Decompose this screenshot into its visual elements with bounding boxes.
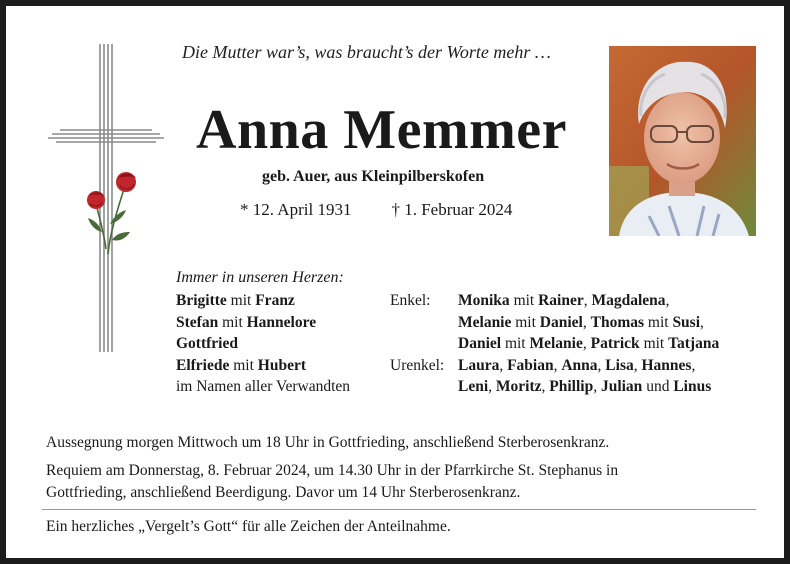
death-date: 1. Februar 2024 [404, 200, 513, 219]
grandchildren-line-part: mit [644, 313, 673, 331]
relation-label [390, 312, 444, 334]
grandchildren-line-part: , [691, 356, 696, 374]
death-symbol: † [391, 200, 400, 219]
grandchildren-line-part: Patrick [590, 335, 640, 352]
grandchildren-line-part: Linus [673, 378, 712, 395]
deceased-name: Anna Memmer [196, 99, 567, 161]
grandchildren-line [458, 290, 719, 312]
mourner-line-part: mit [218, 313, 247, 331]
grandchildren-line-part: Magdalena [591, 292, 666, 309]
grandchildren-line-part: mit [639, 335, 669, 352]
grandchildren-line-part: Julian [600, 378, 643, 395]
birth-symbol: * [240, 200, 249, 219]
grandchildren-line-part: Daniel [539, 313, 583, 331]
grandchildren-line-part: Laura [458, 356, 500, 374]
grandchildren-line-part: Susi [672, 313, 701, 331]
grandchildren-line-part: mit [509, 292, 539, 309]
relation-label: Urenkel: [390, 356, 445, 374]
requiem-info-line-2: Gottfrieding, anschließend Beerdigung. Davor um 14 Uhr Sterberosenkranz. [46, 484, 521, 501]
grandchildren-line [458, 333, 719, 355]
mourner-line-part: im Namen aller Verwandten [176, 378, 351, 395]
grandchildren-line-part: , [665, 292, 670, 309]
grandchildren-line-part: Phillip [549, 378, 594, 395]
mourner-line-part: Stefan [176, 313, 219, 331]
mourner-line-part: Hubert [257, 356, 307, 374]
mourner-line [176, 376, 350, 398]
grandchildren-line-part: , [499, 356, 508, 374]
grandchildren-line [458, 355, 719, 377]
grandchildren-line-part: Daniel [458, 335, 502, 352]
grandchildren-line-part: , [488, 378, 496, 395]
grandchildren-line-part: , [582, 335, 591, 352]
grandchildren-line-part: , [700, 313, 704, 331]
birth-name: geb. Auer, aus Kleinpilberskofen [262, 168, 485, 185]
grandchildren-line-part: , [541, 378, 550, 395]
mourners-heading: Immer in unseren Herzen: [176, 269, 344, 286]
grandchildren-line-part: , [583, 292, 592, 309]
relation-labels [390, 290, 444, 398]
grandchildren-line-part: mit [511, 313, 540, 331]
birth-date: 12. April 1931 [252, 200, 352, 219]
mourner-line-part: mit [229, 356, 258, 374]
grandchildren-line-part: Fabian [507, 356, 554, 374]
motto: Die Mutter war’s, was braucht’s der Worte mehr … [182, 42, 551, 62]
grandchildren-line-part: Monika [458, 292, 510, 309]
grandchildren-line [458, 376, 719, 398]
thanks-note: Ein herzliches „Vergelt’s Gott“ für alle Zeichen der Anteilnahme. [46, 518, 451, 535]
portrait-photo [609, 46, 756, 236]
grandchildren-line-part: Leni [458, 378, 489, 395]
grandchildren-line [458, 312, 719, 334]
mourner-line-part: Gottfried [176, 335, 238, 352]
grandchildren-line-part: und [642, 378, 674, 395]
grandchildren-line-part: , [593, 378, 601, 395]
mourner-line [176, 290, 350, 312]
mourner-line [176, 333, 350, 355]
grandchildren-line-part: , [597, 356, 606, 374]
mourner-line-part: Franz [255, 292, 295, 309]
mourner-line-part: Hannelore [246, 313, 317, 331]
requiem-info-line-1: Requiem am Donnerstag, 8. Februar 2024, um 14.30 Uhr in der Pfarrkirche St. Stephanus in [46, 462, 619, 479]
relation-label [390, 376, 444, 398]
mourner-line [176, 312, 350, 334]
grandchildren-line-part: Melanie [458, 313, 512, 331]
grandchildren-line-part: mit [501, 335, 530, 352]
grandchildren-line-part: , [553, 356, 562, 374]
grandchildren-line-part: Rainer [538, 292, 584, 309]
grandchildren-line-part: , [633, 356, 642, 374]
mourner-line-part: Brigitte [176, 292, 227, 309]
life-dates [240, 200, 512, 220]
grandchildren-line-part: , [582, 313, 591, 331]
grandchildren-line-part: Lisa [605, 356, 634, 374]
grandchildren-line-part: Thomas [590, 313, 645, 331]
grandchildren-list [458, 290, 719, 398]
divider [42, 509, 756, 510]
children-list [176, 290, 350, 398]
grandchildren-line-part: Tatjana [668, 335, 720, 352]
mourner-line-part: mit [226, 292, 256, 309]
grandchildren-line-part: Hannes [641, 356, 692, 374]
relation-label: Enkel: [390, 292, 431, 309]
relation-label [390, 333, 444, 355]
service-info: Aussegnung morgen Mittwoch um 18 Uhr in Gottfrieding, anschließend Sterberosenkranz. [46, 434, 610, 451]
cross-icon [46, 44, 166, 354]
grandchildren-line-part: Anna [561, 356, 598, 374]
mourner-line [176, 355, 350, 377]
grandchildren-line-part: Melanie [529, 335, 583, 352]
mourner-line-part: Elfriede [176, 356, 230, 374]
grandchildren-line-part: Moritz [495, 378, 542, 395]
